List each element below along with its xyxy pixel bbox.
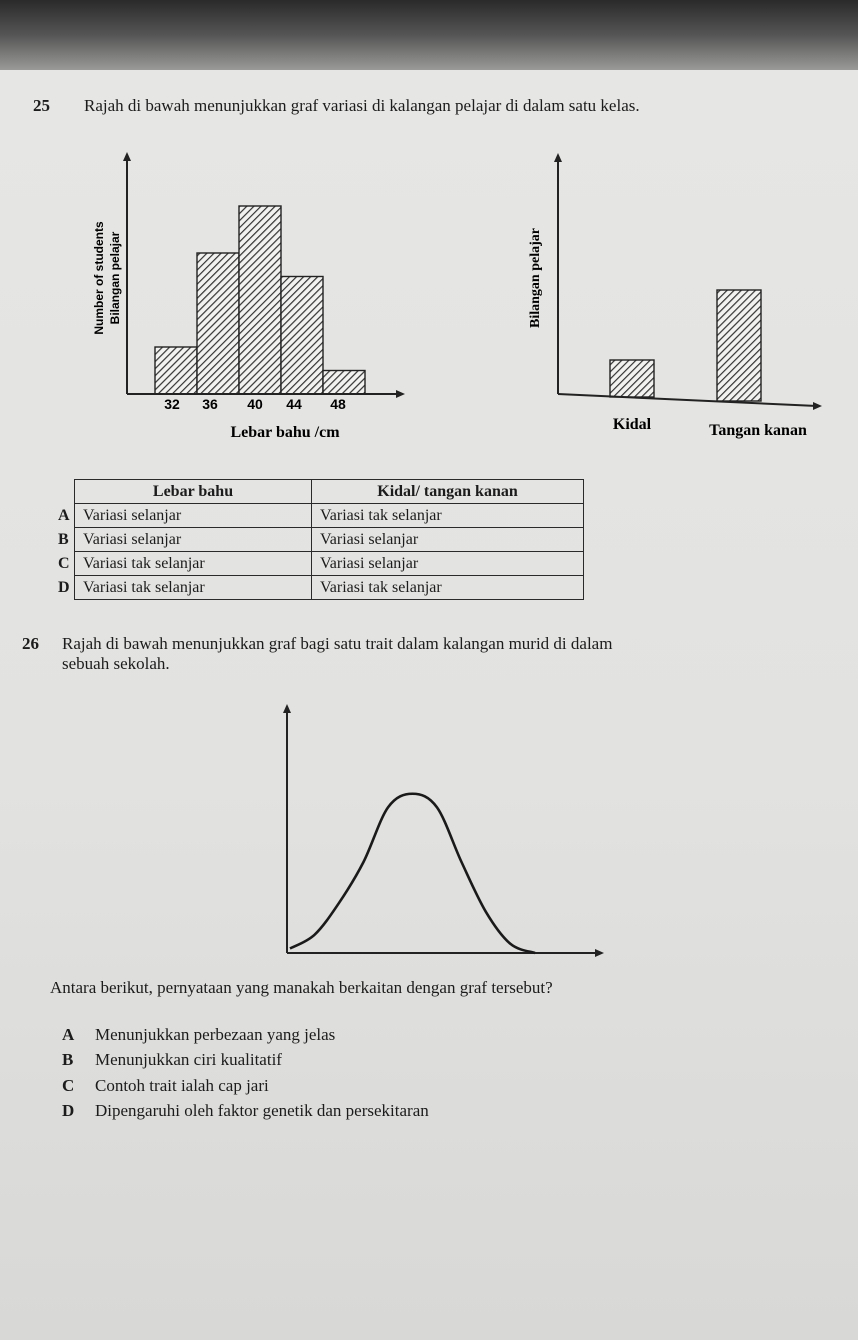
table-cell: Variasi tak selanjar xyxy=(75,576,312,600)
hist-x-tick-label: 44 xyxy=(286,396,302,412)
q26-question: Antara berikut, pernyataan yang manakah berkaitan dengan graf tersebut? xyxy=(50,978,553,997)
option-letter: D xyxy=(62,1101,75,1120)
option-letter: D xyxy=(58,576,75,600)
hist-x-tick-label: 48 xyxy=(330,396,346,412)
hist-ylabel-en: Number of students xyxy=(92,221,106,335)
barchart-kidal-tangan-kanan xyxy=(515,148,845,448)
hist-x-tick-label: 32 xyxy=(164,396,180,412)
q25-text: Rajah di bawah menunjukkan graf variasi di kalangan pelajar di dalam satu kelas. xyxy=(84,96,640,115)
table-row-c[interactable] xyxy=(58,552,584,576)
normal-curve-line xyxy=(290,794,535,953)
table-cell: Variasi tak selanjar xyxy=(312,576,584,600)
q26-option-d[interactable] xyxy=(62,1101,429,1121)
hist-bar xyxy=(197,253,239,394)
table-row-b[interactable] xyxy=(58,528,584,552)
q25-options-table xyxy=(58,479,584,600)
histogram-lebar-bahu xyxy=(85,148,445,448)
table-cell: Variasi selanjar xyxy=(312,552,584,576)
option-letter: C xyxy=(58,552,75,576)
table-row-a[interactable] xyxy=(58,504,584,528)
bar2-y-arrow xyxy=(554,153,562,162)
option-letter: C xyxy=(62,1076,75,1095)
hist-bar xyxy=(281,277,323,395)
bar-tangan-kanan xyxy=(717,290,761,401)
hist-xlabel: Lebar bahu /cm xyxy=(230,424,340,441)
table-header-lebar-bahu: Lebar bahu xyxy=(75,480,312,504)
option-text: Contoh trait ialah cap jari xyxy=(95,1076,269,1095)
bar2-ylabel: Bilangan pelajar xyxy=(528,228,543,328)
option-letter: A xyxy=(62,1025,75,1044)
q25-number: 25 xyxy=(33,96,50,115)
hist-bar xyxy=(155,347,197,394)
curve-x-arrow xyxy=(595,949,604,957)
bar2-category-kidal: Kidal xyxy=(612,416,652,433)
table-cell: Variasi tak selanjar xyxy=(312,504,584,528)
bar2-x-arrow xyxy=(813,402,822,410)
q26-option-a[interactable] xyxy=(62,1025,335,1045)
table-header-row xyxy=(58,480,584,504)
hist-x-tick-label: 36 xyxy=(202,396,218,412)
table-cell: Variasi selanjar xyxy=(312,528,584,552)
option-letter: B xyxy=(62,1050,74,1069)
curve-y-arrow xyxy=(283,704,291,713)
option-text: Menunjukkan ciri kualitatif xyxy=(95,1050,282,1069)
hist-x-arrow xyxy=(396,390,405,398)
bar-kidal xyxy=(610,360,654,397)
option-text: Menunjukkan perbezaan yang jelas xyxy=(95,1025,336,1044)
option-letter: B xyxy=(58,528,75,552)
table-cell: Variasi selanjar xyxy=(75,504,312,528)
table-cell: Variasi tak selanjar xyxy=(75,552,312,576)
table-row-d[interactable] xyxy=(58,576,584,600)
hist-bar xyxy=(323,371,365,395)
hist-ylabel: Bilangan pelajar xyxy=(108,231,122,325)
q26-number: 26 xyxy=(22,634,39,653)
hist-y-arrow xyxy=(123,152,131,161)
q26-option-c[interactable] xyxy=(62,1076,269,1096)
table-header-kidal: Kidal/ tangan kanan xyxy=(312,480,584,504)
table-cell: Variasi selanjar xyxy=(75,528,312,552)
q26-text-line1: Rajah di bawah menunjukkan graf bagi satu trait dalam kalangan murid di dalam xyxy=(62,634,613,653)
option-text: Dipengaruhi oleh faktor genetik dan persekitaran xyxy=(95,1101,429,1120)
hist-bar xyxy=(239,206,281,394)
option-letter: A xyxy=(58,504,75,528)
q26-text-line2: sebuah sekolah. xyxy=(62,654,170,673)
bar2-category-tangan-kanan: Tangan kanan xyxy=(709,422,807,439)
bar2-x-axis xyxy=(558,394,817,406)
normal-curve-graph xyxy=(270,700,615,965)
hist-x-tick-label: 40 xyxy=(247,396,263,412)
q26-option-b[interactable] xyxy=(62,1050,282,1070)
